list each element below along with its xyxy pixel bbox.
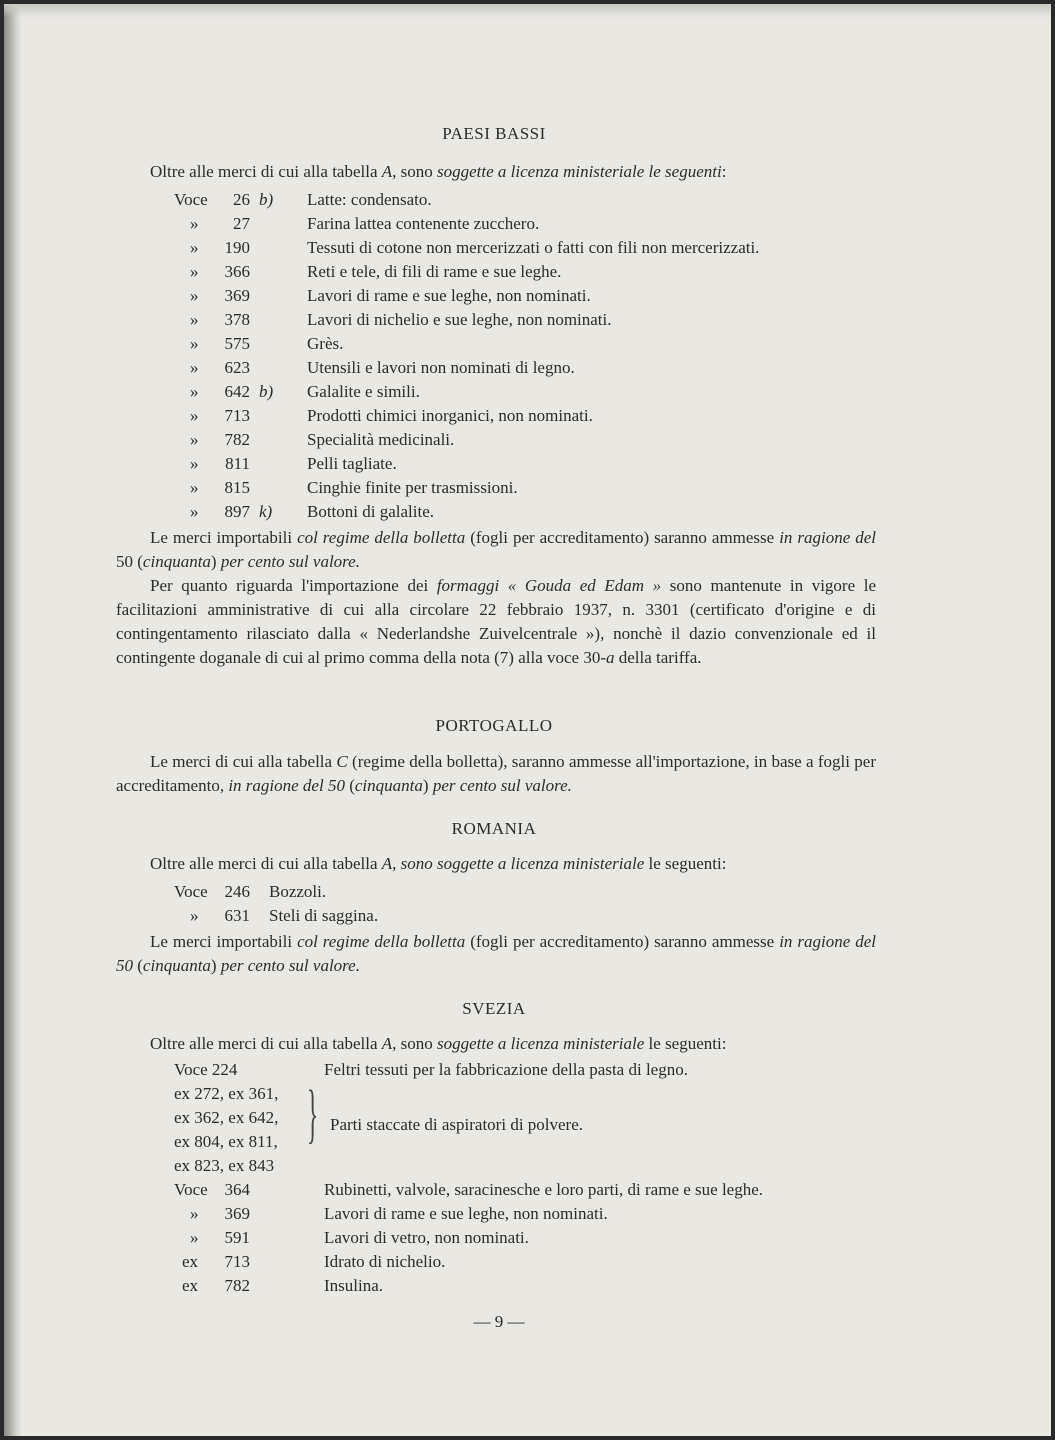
italic-text-run: in ragione del <box>779 528 876 547</box>
item-description: Lavori di nichelio e sue leghe, non nominati. <box>307 310 612 329</box>
item-description: Cinghie finite per trasmissioni. <box>307 478 518 497</box>
romania-note-bolletta <box>116 930 876 978</box>
italic-text-run: per cento sul valore. <box>432 776 572 795</box>
item-code: 815 <box>224 478 250 497</box>
italic-text-run: per cento sul valore. <box>220 956 360 975</box>
item-prefix: » <box>190 382 199 401</box>
text-run: Le merci importabili <box>150 932 298 951</box>
italic-text-run: in ragione del 50 <box>116 932 876 975</box>
item-description: Lavori di rame e sue leghe, non nominati. <box>307 286 591 305</box>
item-code: 26 <box>233 190 250 209</box>
item-code: 642 <box>224 382 250 401</box>
item-description: Bottoni di galalite. <box>307 502 435 521</box>
item-code: ex 362, ex 642, <box>174 1108 279 1127</box>
item-code: 897 <box>224 502 250 521</box>
item-description: Idrato di nichelio. <box>324 1252 446 1271</box>
italic-text-run: formaggi « Gouda ed Edam » <box>436 576 662 595</box>
text-run: (fogli per accreditamento) saranno ammesse <box>465 932 780 951</box>
heading-portogallo: PORTOGALLO <box>435 716 553 735</box>
item-prefix: Voce <box>174 1180 208 1199</box>
page-content <box>4 4 1051 1436</box>
item-suffix: b) <box>259 382 274 401</box>
item-prefix: » <box>190 238 199 257</box>
item-description: Galalite e simili. <box>307 382 420 401</box>
text-run: (fogli per accreditamento) saranno ammesse <box>465 528 780 547</box>
item-prefix: » <box>190 1228 199 1247</box>
text-run: Oltre alle merci di cui alla tabella <box>150 854 382 873</box>
text-run: Oltre alle merci di cui alla tabella <box>150 1034 382 1053</box>
item-code: 782 <box>224 1276 250 1295</box>
item-code: 713 <box>224 1252 250 1271</box>
svezia-group-desc: Parti staccate di aspiratori di polvere. <box>330 1115 584 1134</box>
item-prefix: Voce <box>174 882 208 901</box>
text-run: sono mantenute in vigore le facilitazioni amministrative di cui alla circolare 22 febbraio 1937, n. 3301 (certificato d'origine e di contingentamento rilasciato dalla « Nederlandshe Zuivelcentrale »), nonchè il dazio convenzionale ed il contingente doganale di cui al primo comma della nota (7) alla voce 30- <box>116 576 877 667</box>
italic-text-run: in ragione del 50 <box>228 776 345 795</box>
item-code: 190 <box>224 238 250 257</box>
item-description: Farina lattea contenente zucchero. <box>307 214 540 233</box>
text-run: le seguenti: <box>644 1034 727 1053</box>
text-run: della tariffa. <box>614 648 702 667</box>
item-description: Lavori di vetro, non nominati. <box>324 1228 529 1247</box>
italic-text-run: cinquanta <box>142 956 211 975</box>
item-description: Utensili e lavori non nominati di legno. <box>307 358 575 377</box>
romania-intro <box>116 852 876 876</box>
italic-text-run: col regime della bolletta <box>297 932 466 951</box>
italic-text-run: A <box>381 1034 393 1053</box>
text-run: ) <box>422 776 433 795</box>
book-page <box>4 4 1051 1436</box>
item-description: Pelli tagliate. <box>307 454 397 473</box>
item-prefix: Voce <box>174 190 208 209</box>
italic-text-run: A <box>381 854 393 873</box>
text-run: Per quanto riguarda l'importazione dei <box>150 576 437 595</box>
text-run: ) <box>210 552 221 571</box>
italic-text-run: col regime della bolletta <box>297 528 466 547</box>
italic-text-run: a <box>606 648 615 667</box>
item-code: 623 <box>224 358 250 377</box>
item-prefix: » <box>190 1204 199 1223</box>
italic-text-run: C <box>336 752 348 771</box>
item-prefix: » <box>190 262 199 281</box>
item-code: 811 <box>225 454 250 473</box>
item-prefix: » <box>190 502 199 521</box>
italic-text-run: soggette a licenza ministeriale le seguenti <box>437 162 722 181</box>
item-code: ex 823, ex 843 <box>174 1156 275 1175</box>
text-run: Le merci importabili <box>150 528 298 547</box>
item-code: 575 <box>224 334 250 353</box>
text-run: ( <box>344 776 355 795</box>
portogallo-text <box>116 750 876 798</box>
item-description: Bozzoli. <box>269 882 327 901</box>
item-description: Tessuti di cotone non mercerizzati o fatti con fili non mercerizzati. <box>307 238 760 257</box>
item-description: Prodotti chimici inorganici, non nominati. <box>307 406 593 425</box>
item-description: Latte: condensato. <box>307 190 432 209</box>
item-code: 713 <box>224 406 250 425</box>
paesi-bassi-note-bolletta <box>116 526 876 574</box>
item-code: 631 <box>224 906 250 925</box>
item-prefix: » <box>190 478 199 497</box>
item-description: Specialità medicinali. <box>307 430 455 449</box>
paesi-bassi-intro <box>116 160 876 184</box>
item-code: 27 <box>233 214 250 233</box>
item-code: 364 <box>224 1180 250 1199</box>
svezia-intro <box>116 1032 876 1056</box>
item-prefix: ex <box>182 1252 199 1271</box>
text-run: , sono <box>392 1034 438 1053</box>
heading-svezia: SVEZIA <box>462 999 526 1018</box>
item-description: Lavori di rame e sue leghe, non nominati. <box>324 1204 608 1223</box>
item-prefix: » <box>190 214 199 233</box>
item-code: ex 804, ex 811, <box>174 1132 278 1151</box>
text-run: ( <box>133 956 143 975</box>
item-code: 369 <box>224 286 250 305</box>
italic-text-run: cinquanta <box>354 776 423 795</box>
item-prefix: » <box>190 454 199 473</box>
text-run: (regime della bolletta), saranno ammesse all'importazione, in base a fogli per accreditamento, <box>116 752 876 795</box>
text-run: Oltre alle merci di cui alla tabella <box>150 162 382 181</box>
italic-text-run: cinquanta <box>142 552 211 571</box>
item-code: ex 272, ex 361, <box>174 1084 279 1103</box>
item-prefix: » <box>190 406 199 425</box>
item-description: Steli di saggina. <box>269 906 379 925</box>
paesi-bassi-note-formaggi <box>116 574 876 670</box>
item-code: 366 <box>224 262 250 281</box>
item-code: 246 <box>224 882 250 901</box>
item-prefix: » <box>190 358 199 377</box>
item-prefix: » <box>190 334 199 353</box>
text-run: le seguenti: <box>644 854 727 873</box>
text-run: , sono <box>392 162 438 181</box>
svezia-item-desc: Feltri tessuti per la fabbricazione della pasta di legno. <box>324 1060 688 1079</box>
item-prefix: » <box>190 310 199 329</box>
text-run: Le merci di cui alla tabella <box>150 752 337 771</box>
text-run: ) <box>210 956 221 975</box>
item-code: 369 <box>224 1204 250 1223</box>
italic-text-run: sono soggette a licenza ministeriale <box>400 854 645 873</box>
item-code: 591 <box>224 1228 250 1247</box>
item-description: Reti e tele, di fili di rame e sue leghe. <box>307 262 562 281</box>
text-run: , <box>392 854 401 873</box>
italic-text-run: soggette a licenza ministeriale <box>437 1034 645 1053</box>
italic-text-run: per cento sul valore. <box>220 552 360 571</box>
item-description: Insulina. <box>324 1276 384 1295</box>
svezia-item-code: Voce 224 <box>174 1060 238 1079</box>
item-prefix: » <box>190 430 199 449</box>
item-description: Grès. <box>307 334 344 353</box>
heading-romania: ROMANIA <box>451 819 537 838</box>
item-suffix: b) <box>259 190 274 209</box>
italic-text-run: A <box>381 162 393 181</box>
curly-brace-icon: } <box>307 1077 319 1150</box>
item-suffix: k) <box>259 502 273 521</box>
item-code: 782 <box>224 430 250 449</box>
item-prefix: » <box>190 286 199 305</box>
item-prefix: ex <box>182 1276 199 1295</box>
page-number: — 9 — <box>473 1312 525 1331</box>
text-run: 50 ( <box>116 552 143 571</box>
item-code: 378 <box>224 310 250 329</box>
heading-paesi-bassi: PAESI BASSI <box>442 124 546 143</box>
item-prefix: » <box>190 906 199 925</box>
text-run: : <box>721 162 727 181</box>
item-description: Rubinetti, valvole, saracinesche e loro parti, di rame e sue leghe. <box>324 1180 764 1199</box>
